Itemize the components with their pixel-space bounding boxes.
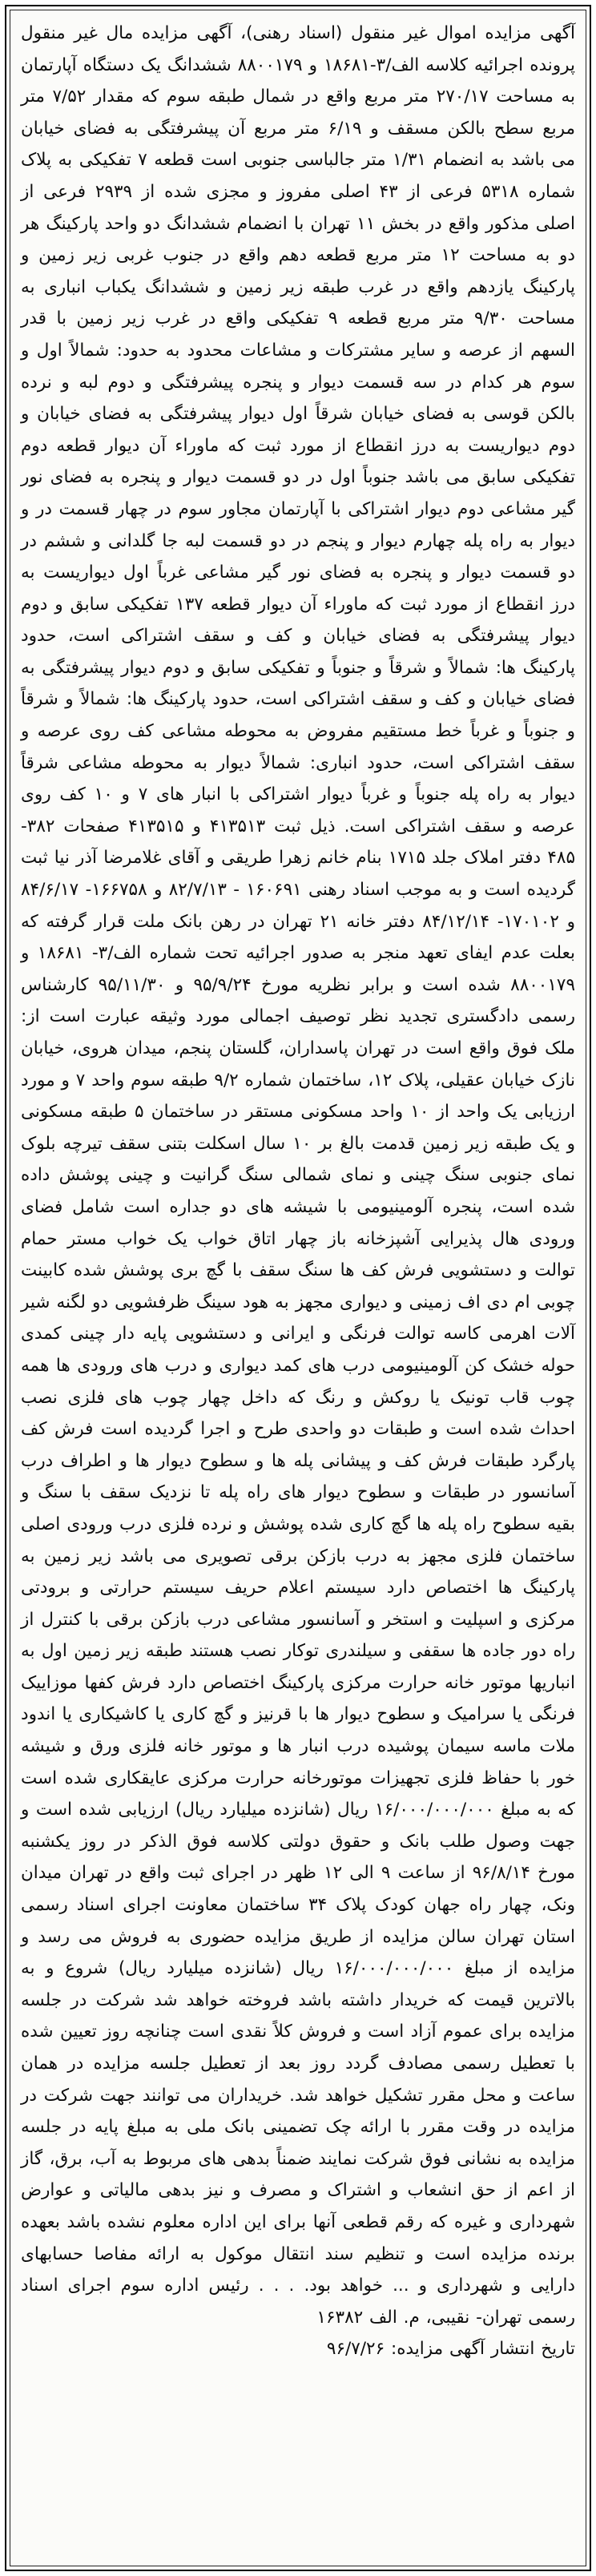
notice-body: آگهی مزایده اموال غیر منقول (اسناد رهنی)، آگهی مزایده مال غیر منقول پرونده اجرائیه کلاسه الف/۳-۱۸۶۸۱ و ۸۸۰۰۱۷۹ ششدانگ یک دستگاه آپارتمان به مساحت ۲۷۰/۱۷ متر مربع واقع در شمال طبقه سوم که مقدار ۷/۵۲ متر مربع سطح بالکن مسقف و ۶/۱۹ متر مربع آن پیشرفتگی به فضای خیابان می باشد به انضمام ۱/۳۱ متر جالباسی جنوبی است قطعه ۷ تفکیکی به پلاک شماره ۵۳۱۸ فرعی از ۴۳ اصلی مفروز و مجزی شده از ۲۹۳۹ فرعی از اصلی مذکور واقع در بخش ۱۱ تهران با انضمام ششدانگ دو واحد پارکینگ هر دو به مساحت ۱۲ متر مربع قطعه دهم واقع در جنوب غربی زیر زمین و پارکینگ یازدهم واقع در غرب طبقه زیر زمین و ششدانگ یکباب انباری به مساحت ۹/۳۰ متر مربع قطعه ۹ تفکیکی واقع در غرب زیر زمین با قدر السهم از عرصه و سایر مشترکات و مشاعات محدود به حدود: شمالاً اول و سوم هر کدام در سه قسمت دیوار و پنجره پیشرفتگی و دوم لبه و نرده بالکن قوسی به فضای خیابان شرقاً اول دیوار پیشرفتگی به فضای خیابان و دوم دیواریست به درز انقطاع از مورد ثبت که ماوراء آن دیوار قطعه دوم تفکیکی سابق می باشد جنوباً اول در دو قسمت دیوار و پنجره به فضای نور گیر مشاعی دوم دیوار اشتراکی با آپارتمان مجاور سوم در چهار قسمت در و دیوار به راه پله چهارم دیوار و پنجم در دو قسمت لبه جا گلدانی و ششم در دو قسمت دیوار و پنجره به فضای نور گیر مشاعی غرباً اول دیواریست به درز انقطاع از مورد ثبت که ماوراء آن دیوار قطعه ۱۳۷ تفکیکی سابق و دوم دیوار پیشرفتگی به فضای خیابان و کف و سقف اشتراکی است، حدود پارکینگ ها: شمالاً و شرقاً و جنوباً و تفکیکی سابق و دوم دیوار پیشرفتگی به فضای خیابان و کف و سقف اشتراکی است، حدود پارکینگ ها: شمالاً و شرقاً و جنوباً و غرباً خط مستقیم مفروض به محوطه مشاعی کف روی عرصه و سقف اشتراکی است، حدود انباری: شمالاً دیوار به محوطه مشاعی شرقاً دیوار به راه پله جنوباً و غرباً دیوار اشتراکی با انبار های ۷ و ۱۰ کف روی عرصه و سقف اشتراکی است. ذیل ثبت ۴۱۳۵۱۳ و ۴۱۳۵۱۵ صفحات ۳۸۲- ۴۸۵ دفتر املاک جلد ۱۷۱۵ بنام خانم زهرا طریقی و آقای غلامرضا آذر نیا ثبت گردیده است و به موجب اسناد رهنی ۱۶۰۶۹۱ - ۸۲/۷/۱۳ و ۱۶۶۷۵۸- ۸۴/۶/۱۷ و ۱۷۰۱۰۲- ۸۴/۱۲/۱۴ دفتر خانه ۲۱ تهران در رهن بانک ملت قرار گرفته که بعلت عدم ایفای تعهد منجر به صدور اجرائیه تحت شماره الف/۳- ۱۸۶۸۱ و ۸۸۰۰۱۷۹ شده است و برابر نظریه مورخ ۹۵/۹/۲۴ و ۹۵/۱۱/۳۰ کارشناس رسمی دادگستری تجدید نظر توصیف اجمالی مورد وثیقه عبارت است از: ملک فوق واقع است در تهران پاسداران، گلستان پنجم، میدان هروی، خیابان نازک خیابان عقیلی، پلاک ۱۲، ساختمان شماره ۹/۲ طبقه سوم واحد ۷ و مورد ارزیابی یک واحد از ۱۰ واحد مسکونی مستقر در ساختمان ۵ طبقه مسکونی و یک طبقه زیر زمین قدمت بالغ بر ۱۰ سال اسکلت بتنی سقف تیرچه بلوک نمای جنوبی سنگ چینی و نمای شمالی سنگ گرانیت و چینی پوشش داده شده است، پنجره آلومینیومی با شیشه های دو جداره است شامل فضای ورودی هال پذیرایی آشپزخانه باز چهار اتاق خواب یک خواب مستر حمام توالت و دستشویی فرش کف ها سنگ سقف با گچ بری پوشش شده کابینت چوبی ام دی اف زمینی و دیواری مجهز به هود سینگ ظرفشویی دو لگنه شیر آلات اهرمی کاسه توالت فرنگی و ایرانی و دستشویی پایه دار چینی کمدی حوله خشک کن آلومینیومی درب های کمد دیواری و درب های ورودی ها همه چوب قاب تونیک یا روکش و رنگ که داخل چهار چوب های فلزی نصب احداث شده است و طبقات دو واحدی طرح و اجرا گردیده است فرش کف پارگرد طبقات فرش کف و پیشانی پله ها و سطوح دیوار ها و اطراف درب آسانسور در طبقات و سطوح دیوار های راه پله تا نزدیک سقف با سنگ و بقیه سطوح راه پله ها گچ کاری شده پوشش و نرده فلزی درب ورودی اصلی ساختمان فلزی مجهز به درب بازکن برقی تصویری می باشد زیر زمین به پارکینگ ها اختصاص دارد سیستم اعلام حریف سیستم حرارتی و برودتی مرکزی و اسپلیت و استخر و آسانسور مشاعی درب بازکن برقی با کنترل از راه دور جاده ها سقفی و سیلندری توکار نصب هستند طبقه زیر زمین اول به انباریها موتور خانه حرارت مرکزی پارکینگ اختصاص دارد فرش کفها موزاییک فرنگی یا سرامیک و سطوح دیوار ها با قرنیز و گچ کاری یا کاشیکاری یا اندود ملات ماسه سیمان پوشیده درب انبار ها و موتور خانه فلزی ورق و شیشه خور با حفاظ فلزی تجهیزات موتورخانه حرارت مرکزی عایقکاری شده است که به مبلغ ۱۶/۰۰۰/۰۰۰/۰۰۰ ریال (شانزده میلیارد ریال) ارزیابی شده است و جهت وصول طلب بانک و حقوق دولتی کلاسه فوق الذکر در روز یکشنبه مورخ ۹۶/۸/۱۴ از ساعت ۹ الی ۱۲ ظهر در اجرای ثبت واقع در تهران میدان ونک، چهار راه جهان کودک پلاک ۳۴ ساختمان معاونت اجرای اسناد رسمی استان تهران سالن مزایده از طریق مزایده حضوری به فروش می رسد و مزایده از مبلغ ۱۶/۰۰۰/۰۰۰/۰۰۰ ریال (شانزده میلیارد ریال) شروع و به بالاترین قیمت که خریدار داشته باشد فروخته خواهد شد شرکت در جلسه مزایده برای عموم آزاد است و فروش کلاً نقدی است چنانچه روز تعیین شده با تعطیل رسمی مصادف گردد روز بعد از تعطیل جلسه مزایده در همان ساعت و محل مقرر تشکیل خواهد شد. خریداران می توانند جهت شرکت در مزایده در وقت مقرر با ارائه چک تضمینی بانک ملی به مبلغ پایه در جلسه مزایده به نشانی فوق شرکت نمایند ضمناً بدهی های مربوط به آب، برق، گاز از اعم از حق انشعاب و اشتراک و مصرف و نیز بدهی مالیاتی و عوارض شهرداری و غیره که رقم قطعی آنها برای این اداره معلوم نشده باشد بعهده برنده مزایده است و تنظیم سند انتقال موکول به ارائه مفاصا حسابهای دارایی و شهرداری و ... خواهد بود. . . . رئیس اداره سوم اجرای اسناد رسمی تهران- نقیبی، م. الف ۱۶۳۸۲ bbox=[21, 23, 576, 2328]
newspaper-clipping bbox=[5, 5, 591, 2571]
publication-date: تاریخ انتشار آگهی مزایده: ۹۶/۷/۲۶ bbox=[326, 2339, 575, 2360]
auction-notice-text bbox=[21, 18, 575, 2365]
